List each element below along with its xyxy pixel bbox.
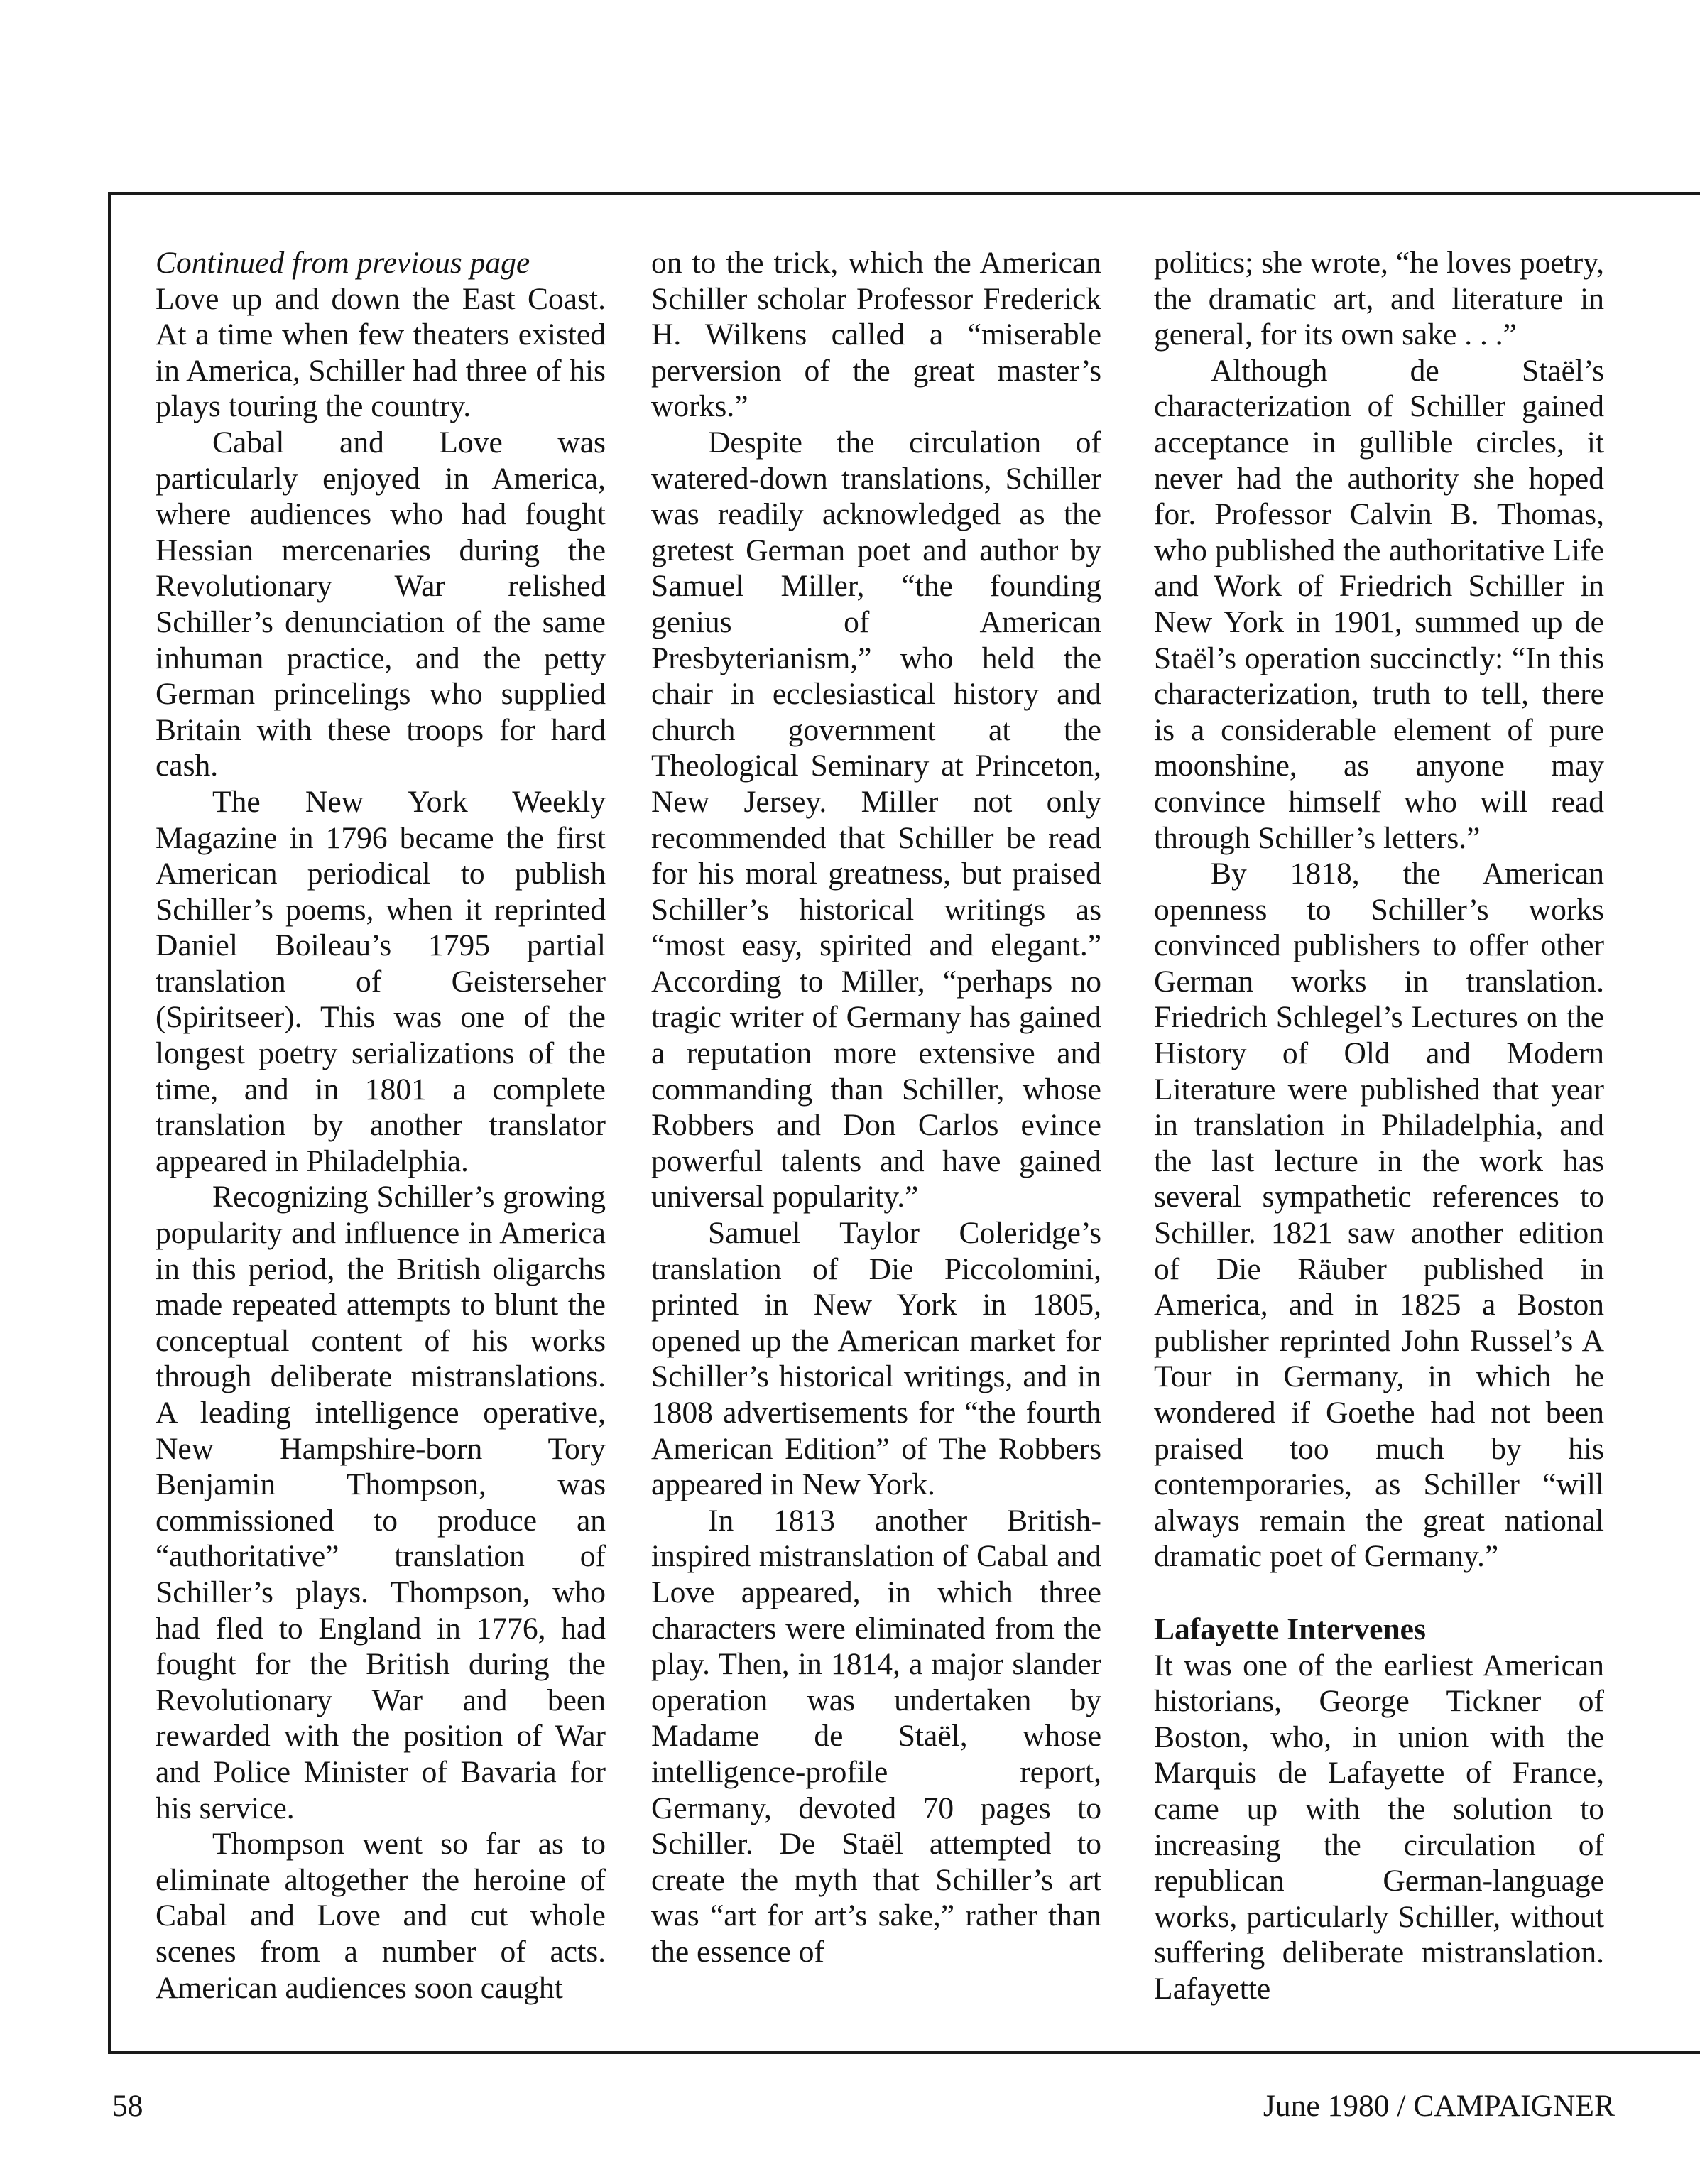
issue-line: June 1980 / CAMPAIGNER [1263,2089,1615,2123]
col3-paragraph-3: By 1818, the American openness to Schiller’s works convinced publishers to offer other German works in translation. Friedrich Schlegel’s Lectures on the History of Old and Modern Literature were published that year in translation in Philadelphia, and the last lecture in the work has several sympathetic references to Schiller. 1821 saw another edition of Die Räuber published in America, and in 1825 a Boston publisher reprinted John Russel’s A Tour in Germany, in which he wondered if Goethe had not been praised too much by his contemporaries, as Schiller “will always remain the great national dramatic poet of Germany.” [1154,857,1604,1574]
section-heading: Lafayette Intervenes [1154,1612,1426,1646]
col1-paragraph-2: Cabal and Love was particularly enjoyed in America, where audiences who had fought Hessian mercenaries during the Revolutionary War relished Schiller’s denunciation of the same inhuman practice, and the petty German princelings who supplied Britain with these troops for hard cash. [156,425,606,783]
bottom-rule [108,2051,1700,2054]
col3-paragraph-4: It was one of the earliest American historians, George Tickner of Boston, who, in union with the Marquis de Lafayette of France, came up with the solution to increasing the circulation of republican German-language works, particularly Schiller, without suffering deliberate mistranslation. Lafayette [1154,1648,1604,2006]
col2-paragraph-1: on to the trick, which the American Schiller scholar Professor Frederick H. Wilkens called a “miserable perversion of the great master’s works.” [651,246,1101,424]
col1-paragraph-1: Love up and down the East Coast. At a time when few theaters existed in America, Schiller had three of his plays touring the country. [156,281,606,424]
col3-paragraph-2: Although de Staël’s characterization of Schiller gained acceptance in gullible circles, it never had the authority she hoped for. Professor Calvin B. Thomas, who published the authoritative Life and Work of Friedrich Schiller in New York in 1901, summed up de Staël’s operation succinctly: “In this characterization, truth to tell, there is a considerable element of pure moonshine, as anyone may convince himself who will read through Schiller’s letters.” [1154,353,1604,855]
continued-note: Continued from previous page [156,246,530,280]
column-2 [651,245,1101,1970]
col1-paragraph-4: Recognizing Schiller’s growing popularity and influence in America in this period, the British oligarchs made repeated attempts to blunt the conceptual content of his works through deliberate mistranslations. A leading intelligence operative, New Hampshire-born Tory Benjamin Thompson, was commissioned to produce an “authoritative” translation of Schiller’s plays. Thompson, who had fled to England in 1776, had fought for the British during the Revolutionary War and been rewarded with the position of War and Police Minister of Bavaria for his service. [156,1180,606,1825]
left-rule [108,192,111,2054]
top-rule [108,192,1700,195]
column-1 [156,245,606,2006]
col2-paragraph-3: Samuel Taylor Coleridge’s translation of Die Piccolomini, printed in New York in 1805, opened up the American market for Schiller’s historical writings, and in 1808 advertisements for “the fourth American Edition” of The Robbers appeared in New York. [651,1216,1101,1502]
col2-paragraph-4: In 1813 another British-inspired mistranslation of Cabal and Love appeared, in which three characters were eliminated from the play. Then, in 1814, a major slander operation was undertaken by Madame de Staël, whose intelligence-profile report, Germany, devoted 70 pages to Schiller. De Staël attempted to create the myth that Schiller’s art was “art for art’s sake,” rather than the essence of [651,1503,1101,1969]
column-3 [1154,245,1604,2007]
col1-paragraph-5: Thompson went so far as to eliminate altogether the heroine of Cabal and Love and cut whole scenes from a number of acts. American audiences soon caught [156,1827,606,2005]
col1-paragraph-3: The New York Weekly Magazine in 1796 became the first American periodical to publish Schiller’s poems, when it reprinted Daniel Boileau’s 1795 partial translation of Geisterseher (Spiritseer). This was one of the longest poetry serializations of the time, and in 1801 a complete translation by another translator appeared in Philadelphia. [156,784,606,1178]
col2-paragraph-2: Despite the circulation of watered-down translations, Schiller was readily acknowledged as the gretest German poet and author by Samuel Miller, “the founding genius of American Presbyterianism,” who held the chair in ecclesiastical history and church government at the Theological Seminary at Princeton, New Jersey. Miller not only recommended that Schiller be read for his moral greatness, but praised Schiller’s historical writings as “most easy, spirited and elegant.” According to Miller, “perhaps no tragic writer of Germany has gained a reputation more extensive and commanding than Schiller, whose Robbers and Don Carlos evince powerful talents and have gained universal popularity.” [651,425,1101,1215]
page-number: 58 [112,2089,143,2123]
col3-paragraph-1: politics; she wrote, “he loves poetry, the dramatic art, and literature in general, for its own sake . . .” [1154,246,1604,352]
